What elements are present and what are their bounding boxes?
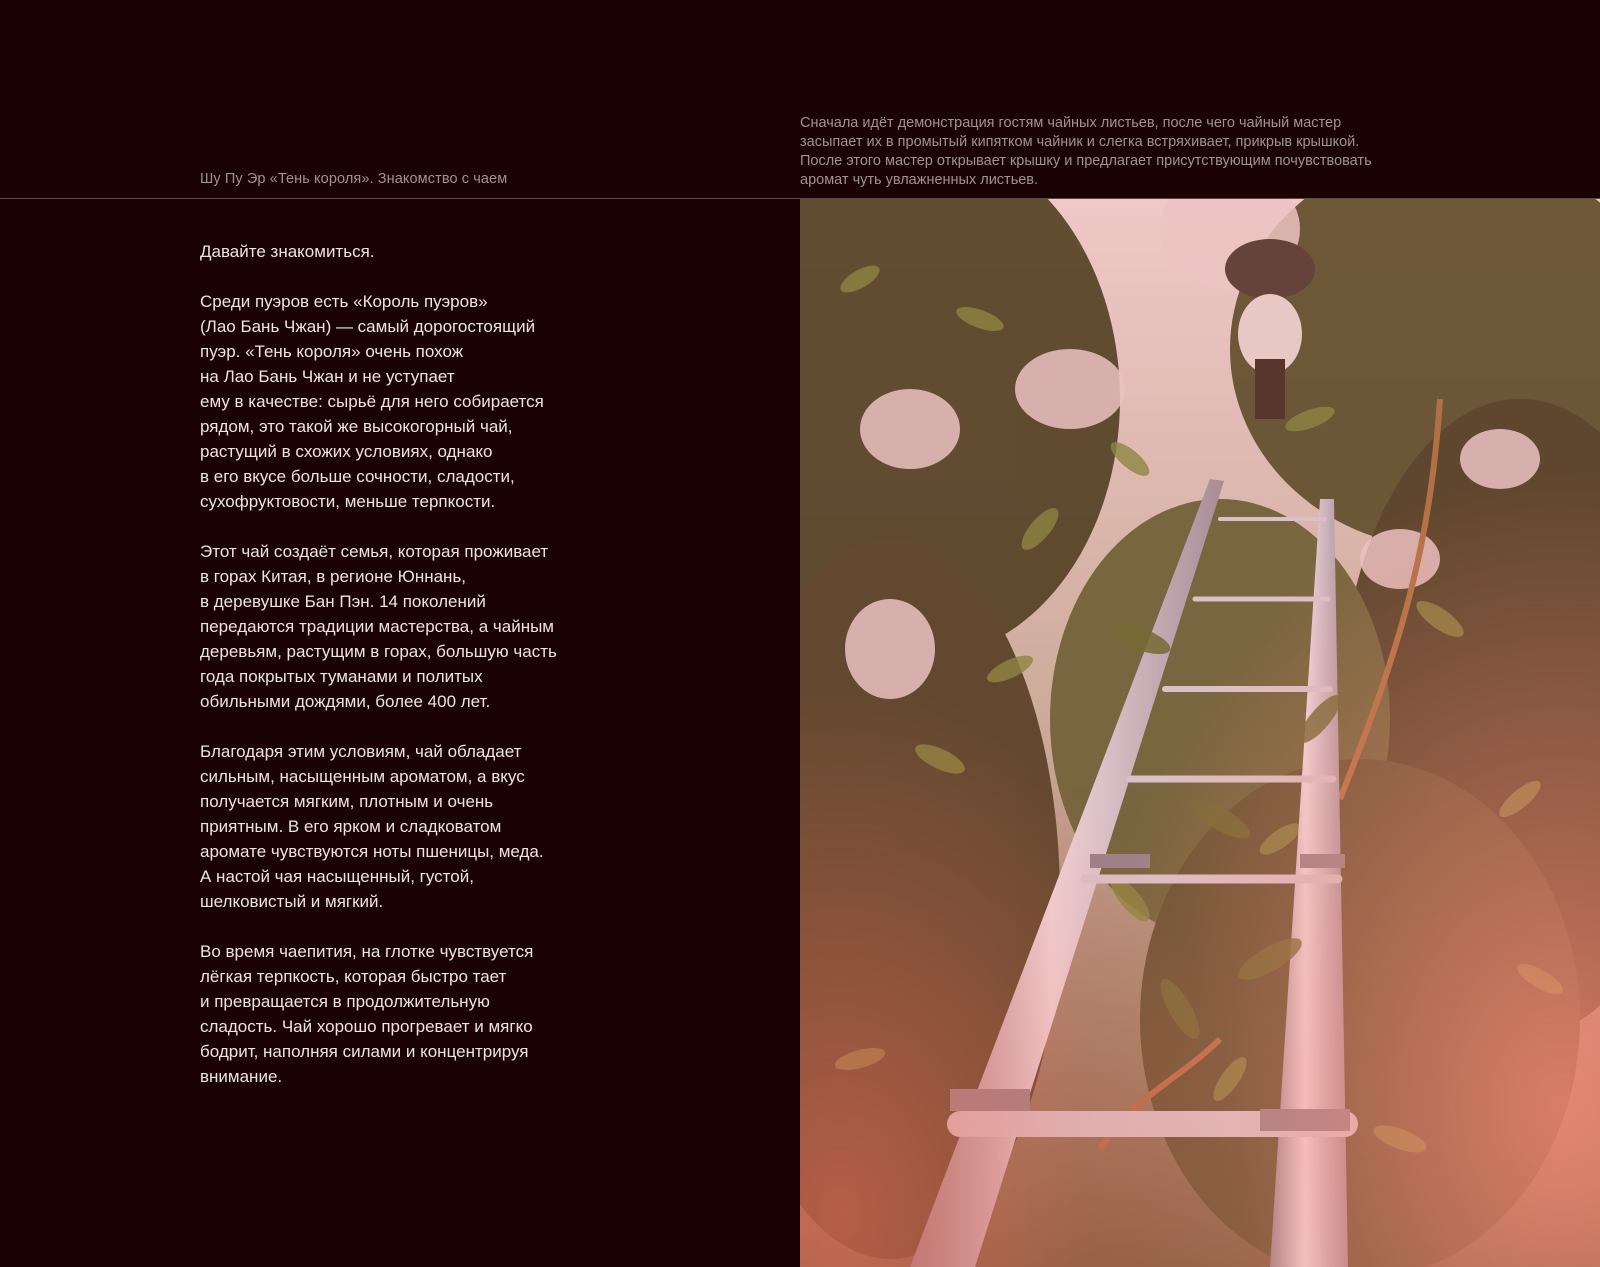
photo-caption: Сначала идёт демонстрация гостям чайных листьев, после чего чайный мастер засыпает их в промытый кипятком чайник и слегка встряхивает, прикрыв крышкой. После этого мастер открывает крышку и предлагает присутствующим почувствовать аромат чуть увлажненных листьев. <box>800 115 1372 188</box>
article-body <box>200 239 620 1114</box>
article-paragraph: Этот чай создаёт семья, которая проживает в горах Китая, в регионе Юннань, в деревушке Бан Пэн. 14 поколений передаются традиции мастерства, а чайным деревьям, растущим в горах, большую часть года покрытых туманами и политых обильными дождями, более 400 лет. <box>200 542 557 711</box>
article-paragraph: Во время чаепития, на глотке чувствуется лёгкая терпкость, которая быстро тает и превращается в продолжительную сладость. Чай хорошо прогревает и мягко бодрит, наполняя силами и концентрируя внимание. <box>200 942 534 1086</box>
section-title: Шу Пу Эр «Тень короля». Знакомство с чаем <box>200 171 508 187</box>
article-paragraph: Среди пуэров есть «Король пуэров» (Лао Бань Чжан) — самый дорогостоящий пуэр. «Тень короля» очень похож на Лао Бань Чжан и не уступает ему в качестве: сырьё для него собирается рядом, это такой же высокогорный чай, растущий в схожих условиях, однако в его вкусе больше сочности, сладости, сухофруктовости, меньше терпкости. <box>200 292 544 511</box>
article-paragraph: Давайте знакомиться. <box>200 242 375 261</box>
tea-tree-ladder-photo <box>800 199 1600 1267</box>
article-paragraph: Благодаря этим условиям, чай обладает сильным, насыщенным ароматом, а вкус получается мягким, плотным и очень приятным. В его ярком и сладковатом аромате чувствуются ноты пшеницы, меда. А настой чая насыщенный, густой, шелковистый и мягкий. <box>200 742 544 911</box>
